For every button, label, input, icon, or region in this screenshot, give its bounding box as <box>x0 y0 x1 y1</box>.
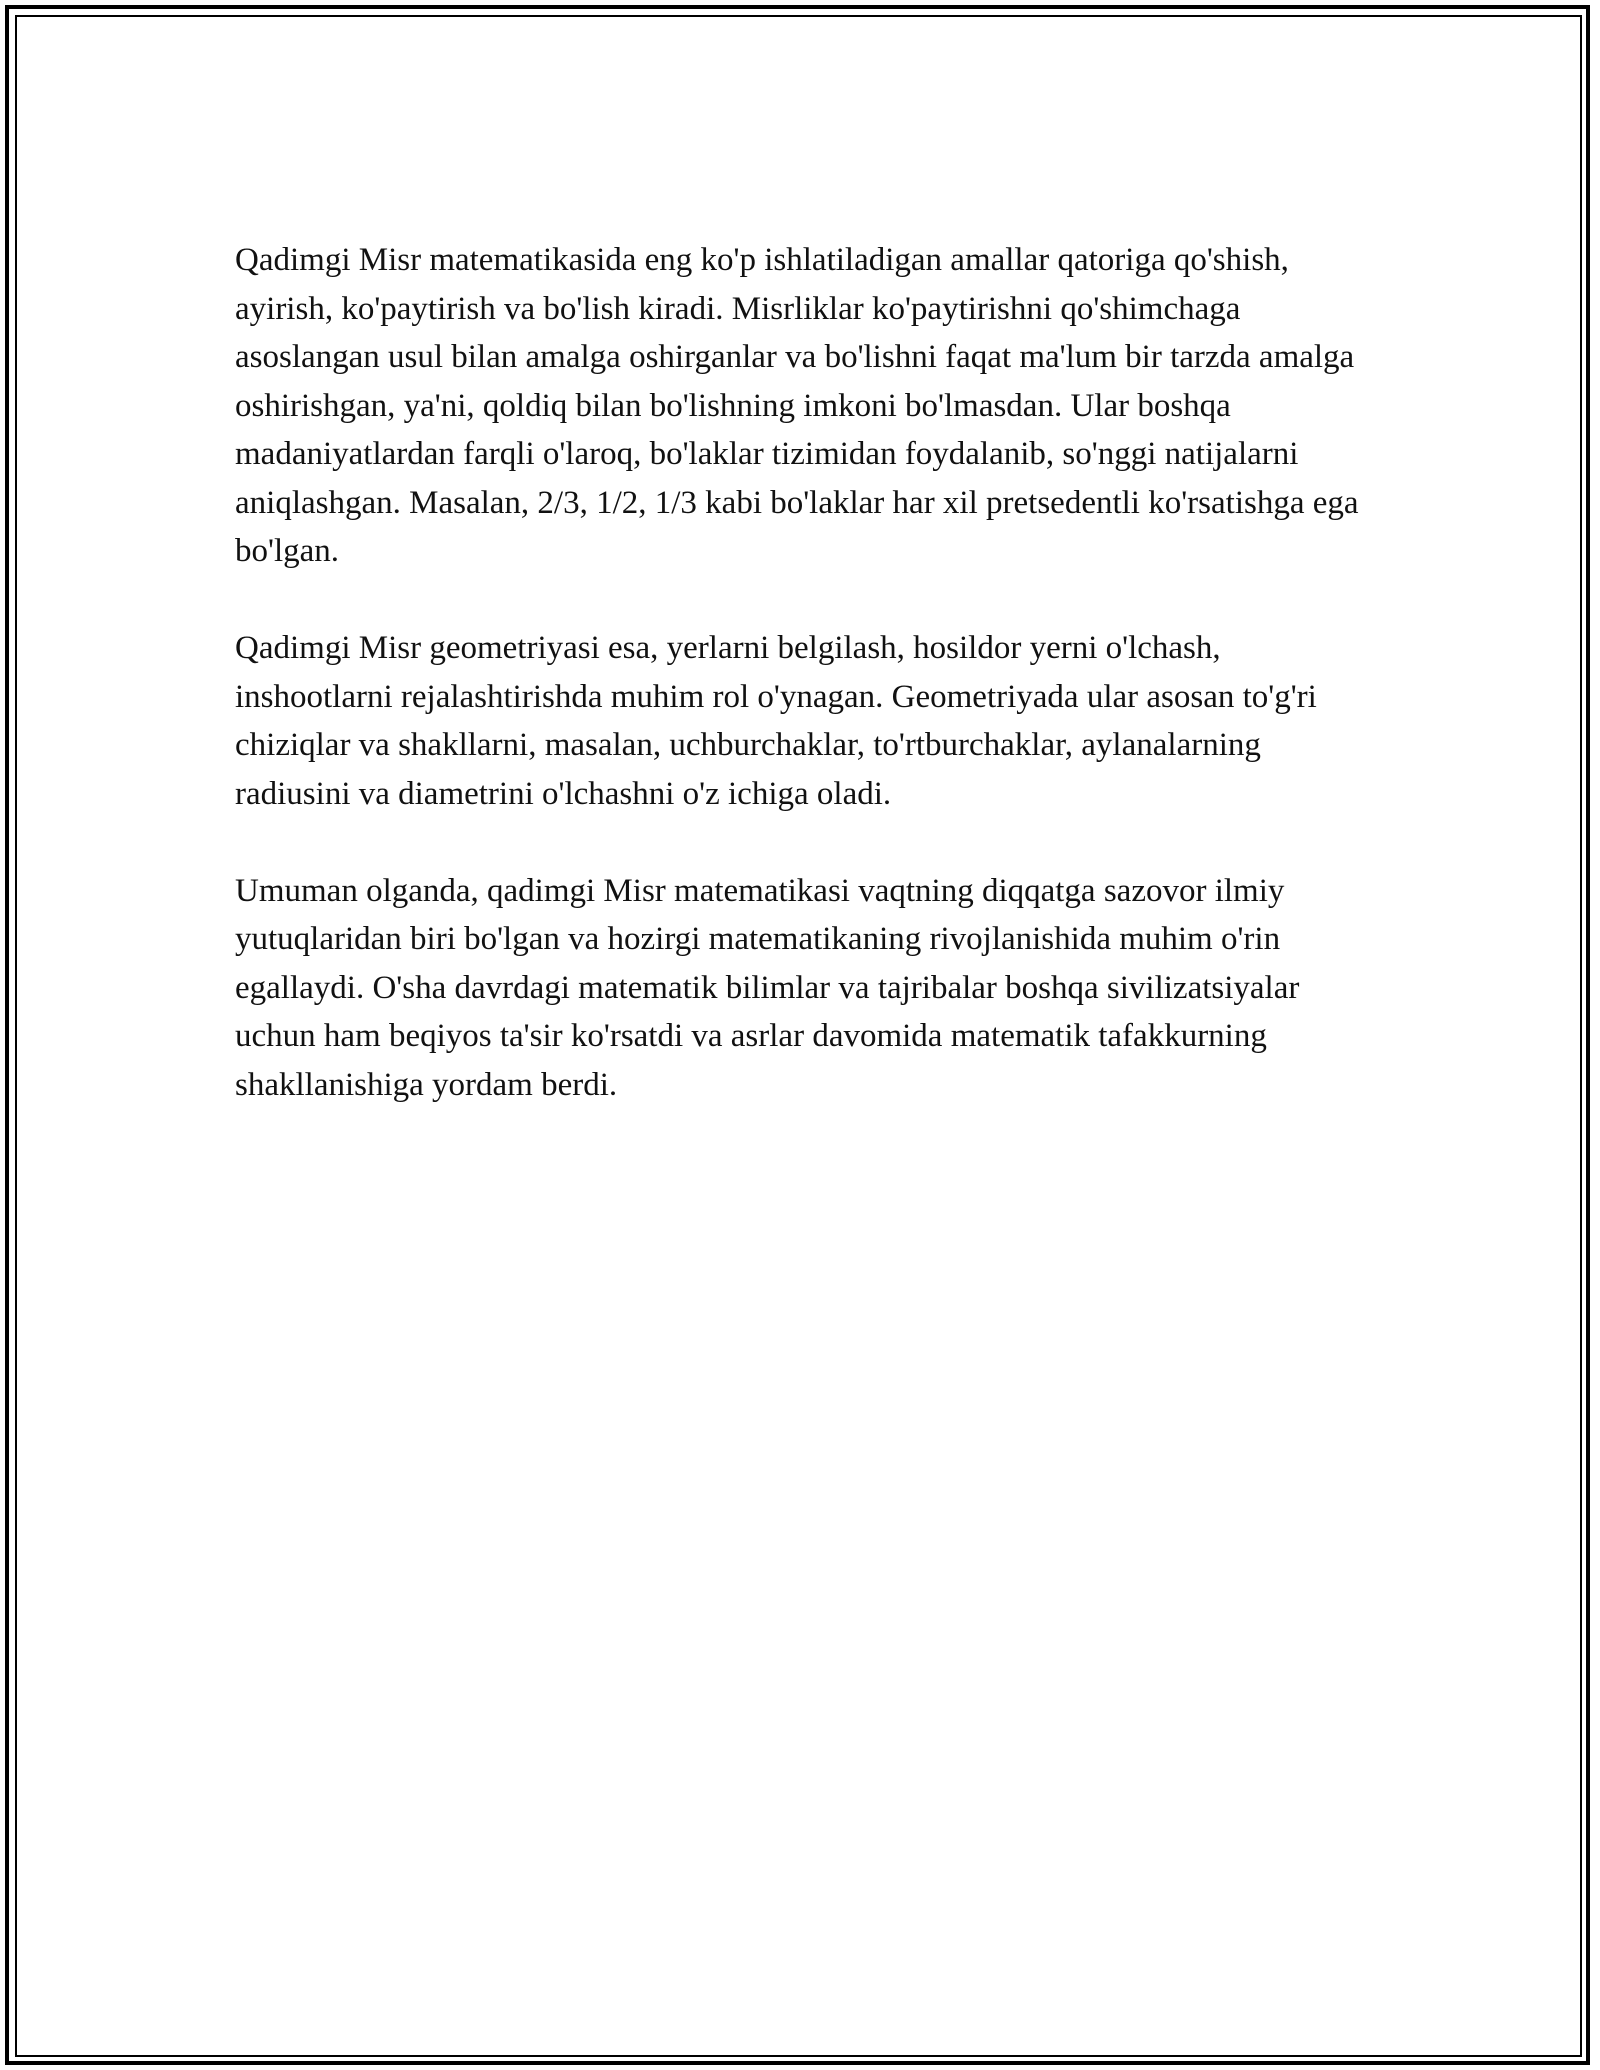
document-body <box>235 236 1365 1158</box>
paragraph-conclusion: Umuman olganda, qadimgi Misr matematikasi vaqtning diqqatga sazovor ilmiy yutuqlaridan biri bo'lgan va hozirgi matematikaning rivojlanishida muhim o'rin egallaydi. O'sha davrdagi matematik bilimlar va tajribalar boshqa sivilizatsiyalar uchun ham beqiyos ta'sir ko'rsatdi va asrlar davomida matematik tafakkurning shakllanishiga yordam berdi. <box>235 872 1300 1103</box>
paragraph-arithmetic: Qadimgi Misr matematikasida eng ko'p ishlatiladigan amallar qatoriga qo'shish, ayirish, ko'paytirish va bo'lish kiradi. Misrliklar ko'paytirishni qo'shimchaga asoslangan usul bilan amalga oshirganlar va bo'lishni faqat ma'lum bir tarzda amalga oshirishgan, ya'ni, qoldiq bilan bo'lishning imkoni bo'lmasdan. Ular boshqa madaniyatlardan farqli o'laroq, bo'laklar tizimidan foydalanib, so'nggi natijalarni aniqlashgan. Masalan, 2/3, 1/2, 1/3 kabi bo'laklar har xil pretsedentli ko'rsatishga ega bo'lgan. <box>235 242 1359 569</box>
paragraph-geometry: Qadimgi Misr geometriyasi esa, yerlarni belgilash, hosildor yerni o'lchash, inshootlarni rejalashtirishda muhim rol o'ynagan. Geometriyada ular asosan to'g'ri chiziqlar va shakllarni, masalan, uchburchaklar, to'rtburchaklar, aylanalarning radiusini va diametrini o'lchashni o'z ichiga oladi. <box>235 630 1317 812</box>
